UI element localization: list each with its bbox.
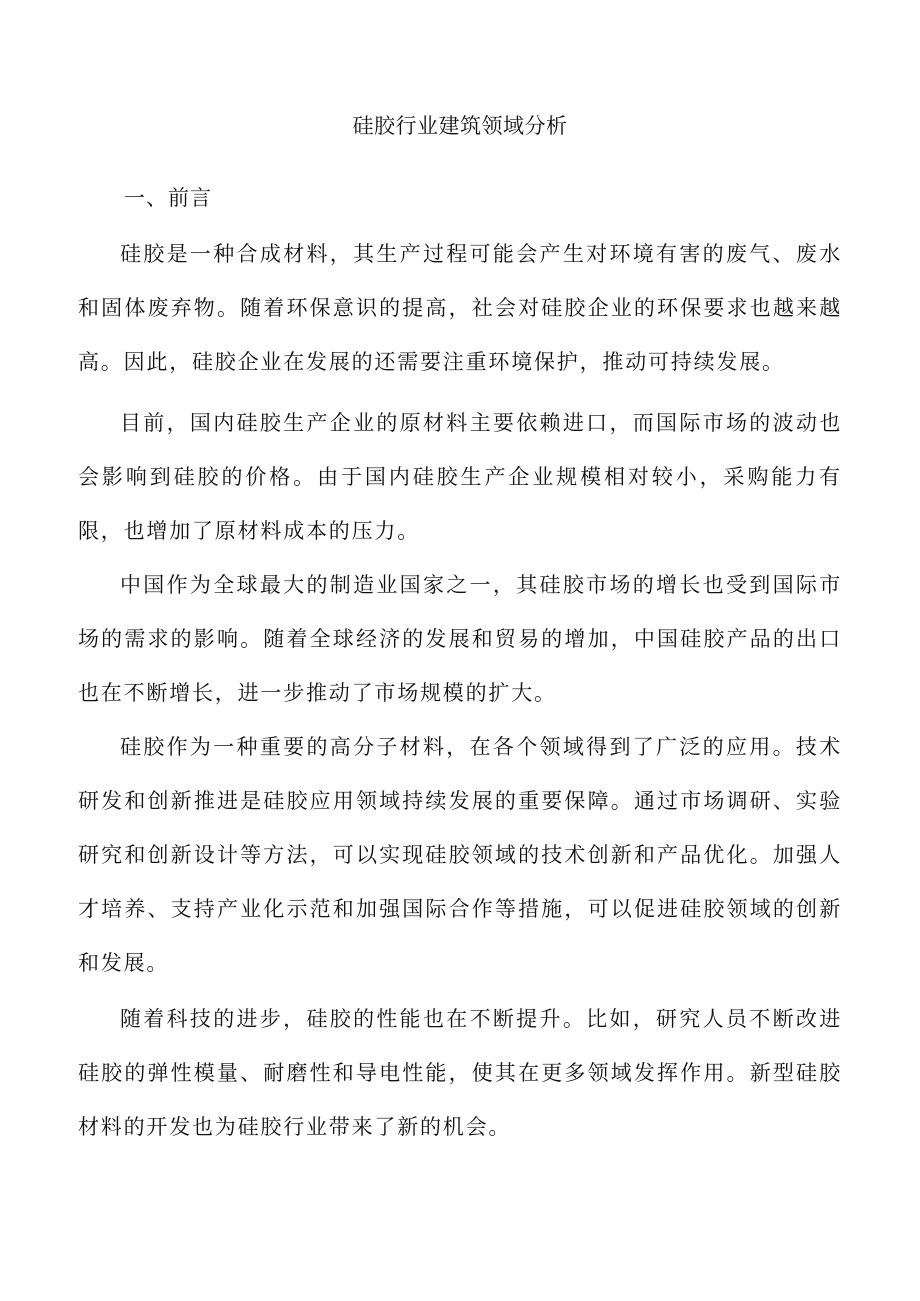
section-heading: 一、前言 (124, 186, 212, 210)
paragraph: 硅胶是一种合成材料，其生产过程可能会产生对环境有害的废气、废水和固体废弃物。随着环保意识的提高，社会对硅胶企业的环保要求也越来越高。因此，硅胶企业在发展的还需要注重环境保护，推动可持续发展。 (78, 242, 842, 374)
paragraph: 硅胶作为一种重要的高分子材料，在各个领域得到了广泛的应用。技术研发和创新推进是硅胶应用领域持续发展的重要保障。通过市场调研、实验研究和创新设计等方法，可以实现硅胶领域的技术创新和产品优化。加强人才培养、支持产业化示范和加强国际合作等措施，可以促进硅胶领域的创新和发展。 (78, 735, 842, 975)
paragraph: 中国作为全球最大的制造业国家之一，其硅胶市场的增长也受到国际市场的需求的影响。随着全球经济的发展和贸易的增加，中国硅胶产品的出口也在不断增长，进一步推动了市场规模的扩大。 (78, 573, 842, 705)
paragraph: 随着科技的进步，硅胶的性能也在不断提升。比如，研究人员不断改进硅胶的弹性模量、耐磨性和导电性能，使其在更多领域发挥作用。新型硅胶材料的开发也为硅胶行业带来了新的机会。 (78, 1007, 842, 1139)
paragraph: 目前，国内硅胶生产企业的原材料主要依赖进口，而国际市场的波动也会影响到硅胶的价格。由于国内硅胶生产企业规模相对较小，采购能力有限，也增加了原材料成本的压力。 (78, 411, 842, 543)
document-title: 硅胶行业建筑领域分析 (352, 114, 568, 138)
